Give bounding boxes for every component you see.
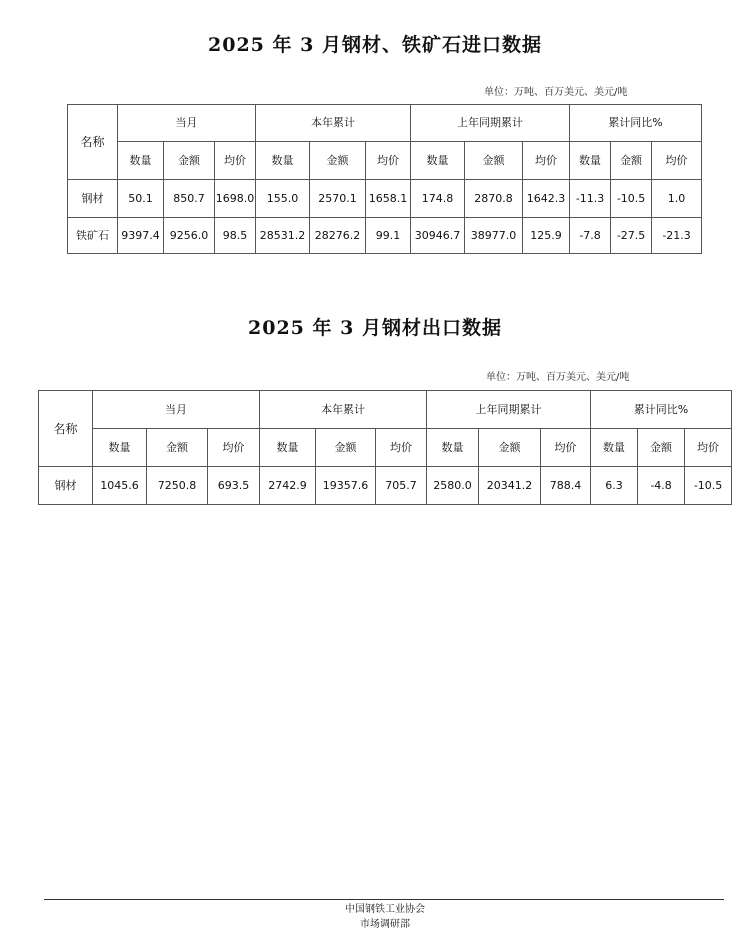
- cell: 1045.6: [93, 467, 147, 505]
- sub-header: 金额: [611, 142, 652, 180]
- sub-header: 数量: [93, 429, 147, 467]
- cell: 99.1: [366, 218, 411, 254]
- sub-header: 金额: [310, 142, 366, 180]
- footer-divider: [44, 899, 724, 900]
- cell: 1642.3: [523, 180, 570, 218]
- sub-header: 均价: [523, 142, 570, 180]
- sub-header: 金额: [316, 429, 376, 467]
- group-header: 本年累计: [260, 391, 427, 429]
- sub-header: 均价: [366, 142, 411, 180]
- cell: 2580.0: [427, 467, 479, 505]
- cell: -7.8: [570, 218, 611, 254]
- export-sub-header-row: [39, 429, 732, 467]
- import-title: 2025 年 3 月钢材、铁矿石进口数据: [208, 34, 542, 56]
- sub-header: 均价: [215, 142, 256, 180]
- table-row: [68, 180, 702, 218]
- name-header: 名称: [68, 105, 118, 180]
- cell: 788.4: [541, 467, 591, 505]
- cell: 9397.4: [118, 218, 164, 254]
- export-group-header-row: [39, 391, 732, 429]
- sub-header: 金额: [465, 142, 523, 180]
- import-group-header-row: [68, 105, 702, 142]
- row-name: 钢材: [39, 467, 93, 505]
- cell: 19357.6: [316, 467, 376, 505]
- sub-header: 金额: [638, 429, 685, 467]
- sub-header: 数量: [570, 142, 611, 180]
- name-header: 名称: [39, 391, 93, 467]
- sub-header: 均价: [652, 142, 702, 180]
- cell: 693.5: [208, 467, 260, 505]
- row-name: 铁矿石: [68, 218, 118, 254]
- table-row: [39, 467, 732, 505]
- footer-org: 中国钢铁工业协会: [345, 904, 425, 915]
- cell: -10.5: [611, 180, 652, 218]
- cell: 1698.0: [215, 180, 256, 218]
- cell: 705.7: [376, 467, 427, 505]
- sub-header: 数量: [118, 142, 164, 180]
- row-name: 钢材: [68, 180, 118, 218]
- sub-header: 均价: [376, 429, 427, 467]
- export-title: 2025 年 3 月钢材出口数据: [248, 317, 502, 339]
- cell: 30946.7: [411, 218, 465, 254]
- cell: 1.0: [652, 180, 702, 218]
- cell: 155.0: [256, 180, 310, 218]
- group-header: 当月: [118, 105, 256, 142]
- cell: 125.9: [523, 218, 570, 254]
- cell: -21.3: [652, 218, 702, 254]
- group-header: 上年同期累计: [427, 391, 591, 429]
- cell: 174.8: [411, 180, 465, 218]
- export-unit-note: 单位：万吨、百万美元、美元/吨: [486, 372, 630, 383]
- sub-header: 金额: [147, 429, 208, 467]
- export-table: [38, 390, 732, 505]
- sub-header: 均价: [541, 429, 591, 467]
- cell: 2870.8: [465, 180, 523, 218]
- footer-dept: 市场调研部: [360, 919, 410, 930]
- sub-header: 数量: [591, 429, 638, 467]
- group-header: 上年同期累计: [411, 105, 570, 142]
- sub-header: 数量: [411, 142, 465, 180]
- cell: -4.8: [638, 467, 685, 505]
- group-header: 当月: [93, 391, 260, 429]
- table-row: [68, 218, 702, 254]
- sub-header: 均价: [685, 429, 732, 467]
- cell: 20341.2: [479, 467, 541, 505]
- sub-header: 数量: [260, 429, 316, 467]
- cell: -11.3: [570, 180, 611, 218]
- sub-header: 均价: [208, 429, 260, 467]
- cell: 1658.1: [366, 180, 411, 218]
- cell: 50.1: [118, 180, 164, 218]
- import-unit-note: 单位：万吨、百万美元、美元/吨: [484, 87, 628, 98]
- cell: 98.5: [215, 218, 256, 254]
- cell: 28531.2: [256, 218, 310, 254]
- import-table: [67, 104, 702, 254]
- sub-header: 金额: [479, 429, 541, 467]
- cell: -27.5: [611, 218, 652, 254]
- group-header: 本年累计: [256, 105, 411, 142]
- sub-header: 金额: [164, 142, 215, 180]
- cell: 38977.0: [465, 218, 523, 254]
- sub-header: 数量: [427, 429, 479, 467]
- group-header: 累计同比%: [591, 391, 732, 429]
- cell: 6.3: [591, 467, 638, 505]
- cell: 850.7: [164, 180, 215, 218]
- cell: 2742.9: [260, 467, 316, 505]
- import-sub-header-row: [68, 142, 702, 180]
- cell: 9256.0: [164, 218, 215, 254]
- group-header: 累计同比%: [570, 105, 702, 142]
- cell: 2570.1: [310, 180, 366, 218]
- cell: 7250.8: [147, 467, 208, 505]
- sub-header: 数量: [256, 142, 310, 180]
- cell: 28276.2: [310, 218, 366, 254]
- cell: -10.5: [685, 467, 732, 505]
